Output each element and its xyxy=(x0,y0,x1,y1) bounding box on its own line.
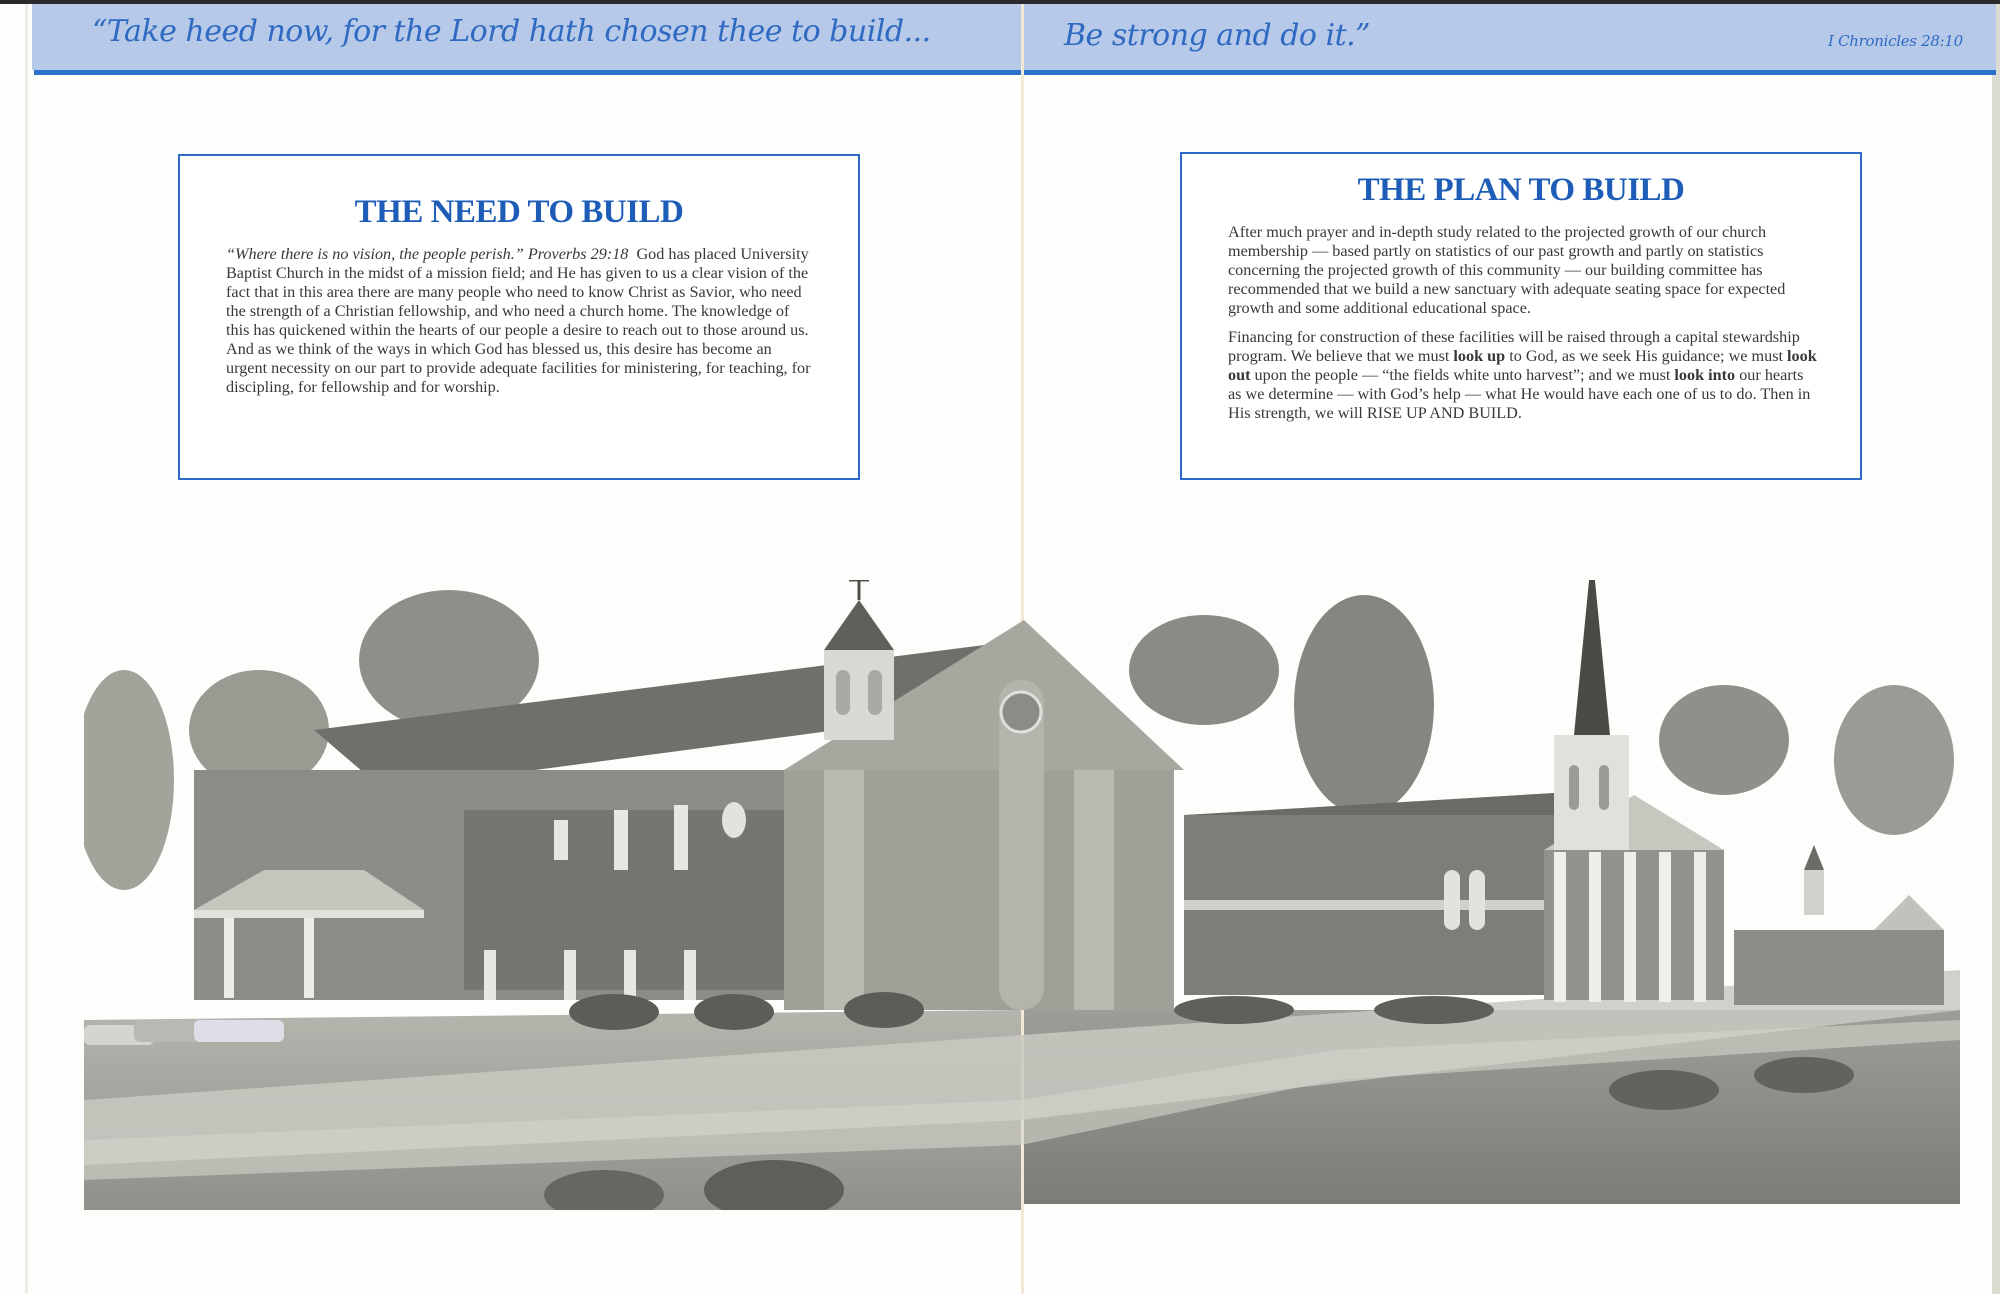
rose-window xyxy=(1001,692,1041,732)
tree xyxy=(1834,685,1954,835)
need-title: THE NEED TO BUILD xyxy=(354,194,684,230)
tree xyxy=(84,670,174,890)
steeple-spire xyxy=(1574,580,1610,735)
proverbs-quote: “Where there is no vision, the people perish.” Proverbs 29:18 xyxy=(226,245,629,263)
tree xyxy=(1659,685,1789,795)
banner-rule-left xyxy=(34,70,1022,75)
tree xyxy=(1129,615,1279,725)
shrub xyxy=(569,994,659,1030)
shrub xyxy=(694,994,774,1030)
plan-text-part: Financing for construction of these facilities will be raised through a capital stewardship program. We believe that we must xyxy=(1228,328,1800,365)
page-edge-left xyxy=(25,4,28,1294)
page-edge-right xyxy=(1992,4,2000,1294)
banner-rule-right xyxy=(1024,70,1996,75)
plan-text-part: to God, as we seek His guidance; we must xyxy=(1505,347,1788,365)
plan-to-build-box xyxy=(1180,152,1862,480)
emphasis-look-out: look out xyxy=(1228,347,1817,384)
shrub xyxy=(1609,1070,1719,1110)
tree xyxy=(1294,595,1434,815)
steeple-tower xyxy=(1554,735,1629,850)
plan-text-part: our hearts as we determine — with God’s help — what He would have each one of us to do. Then in His strength, we will RISE UP AND BUILD. xyxy=(1228,366,1811,422)
plan-title: THE PLAN TO BUILD xyxy=(1357,172,1685,208)
need-body-text: God has placed University Baptist Church in the midst of a mission field; and He has given to us a clear vision of the fact that in this area there are many people who need to know Christ as Savior, who need the strength of a Christian fellowship, and who need a church home. The knowledge of this has quickened within the hearts of our people a desire to reach out to those around us. And as we think of the ways in which God has blessed us, this desire has become an urgent necessity on our part to provide adequate facilities for ministering, for teaching, for discipling, for fellowship and for worship. xyxy=(226,245,811,396)
shrub xyxy=(1174,996,1294,1024)
shrub xyxy=(1374,996,1494,1024)
emphasis-look-up: look up xyxy=(1453,347,1506,365)
car xyxy=(194,1020,284,1042)
need-to-build-box xyxy=(178,154,860,480)
plan-paragraph-2 xyxy=(1228,328,1818,423)
scripture-citation: I Chronicles 28:10 xyxy=(1828,32,1963,50)
shrub xyxy=(1754,1057,1854,1093)
chapel xyxy=(1734,930,1944,1005)
plan-text-part: upon the people — “the fields white unto harvest”; and we must xyxy=(1250,366,1675,384)
shrub xyxy=(844,992,924,1028)
cupola xyxy=(824,650,894,740)
need-body xyxy=(226,245,814,397)
banner-quote-left: “Take heed now, for the Lord hath chosen thee to build... xyxy=(92,14,931,49)
church-rendering-illustration xyxy=(84,580,1960,1210)
plan-paragraph-1: After much prayer and in-depth study related to the projected growth of our church membership — based partly on statistics of our past growth and partly on statistics concerning the projected growth of this community — our building committee has recommended that we build a new sanctuary with adequate seating space for expected growth and some additional educational space. xyxy=(1228,223,1786,317)
banner-quote-right: Be strong and do it.” xyxy=(1064,18,1371,53)
emphasis-look-into: look into xyxy=(1674,366,1736,384)
